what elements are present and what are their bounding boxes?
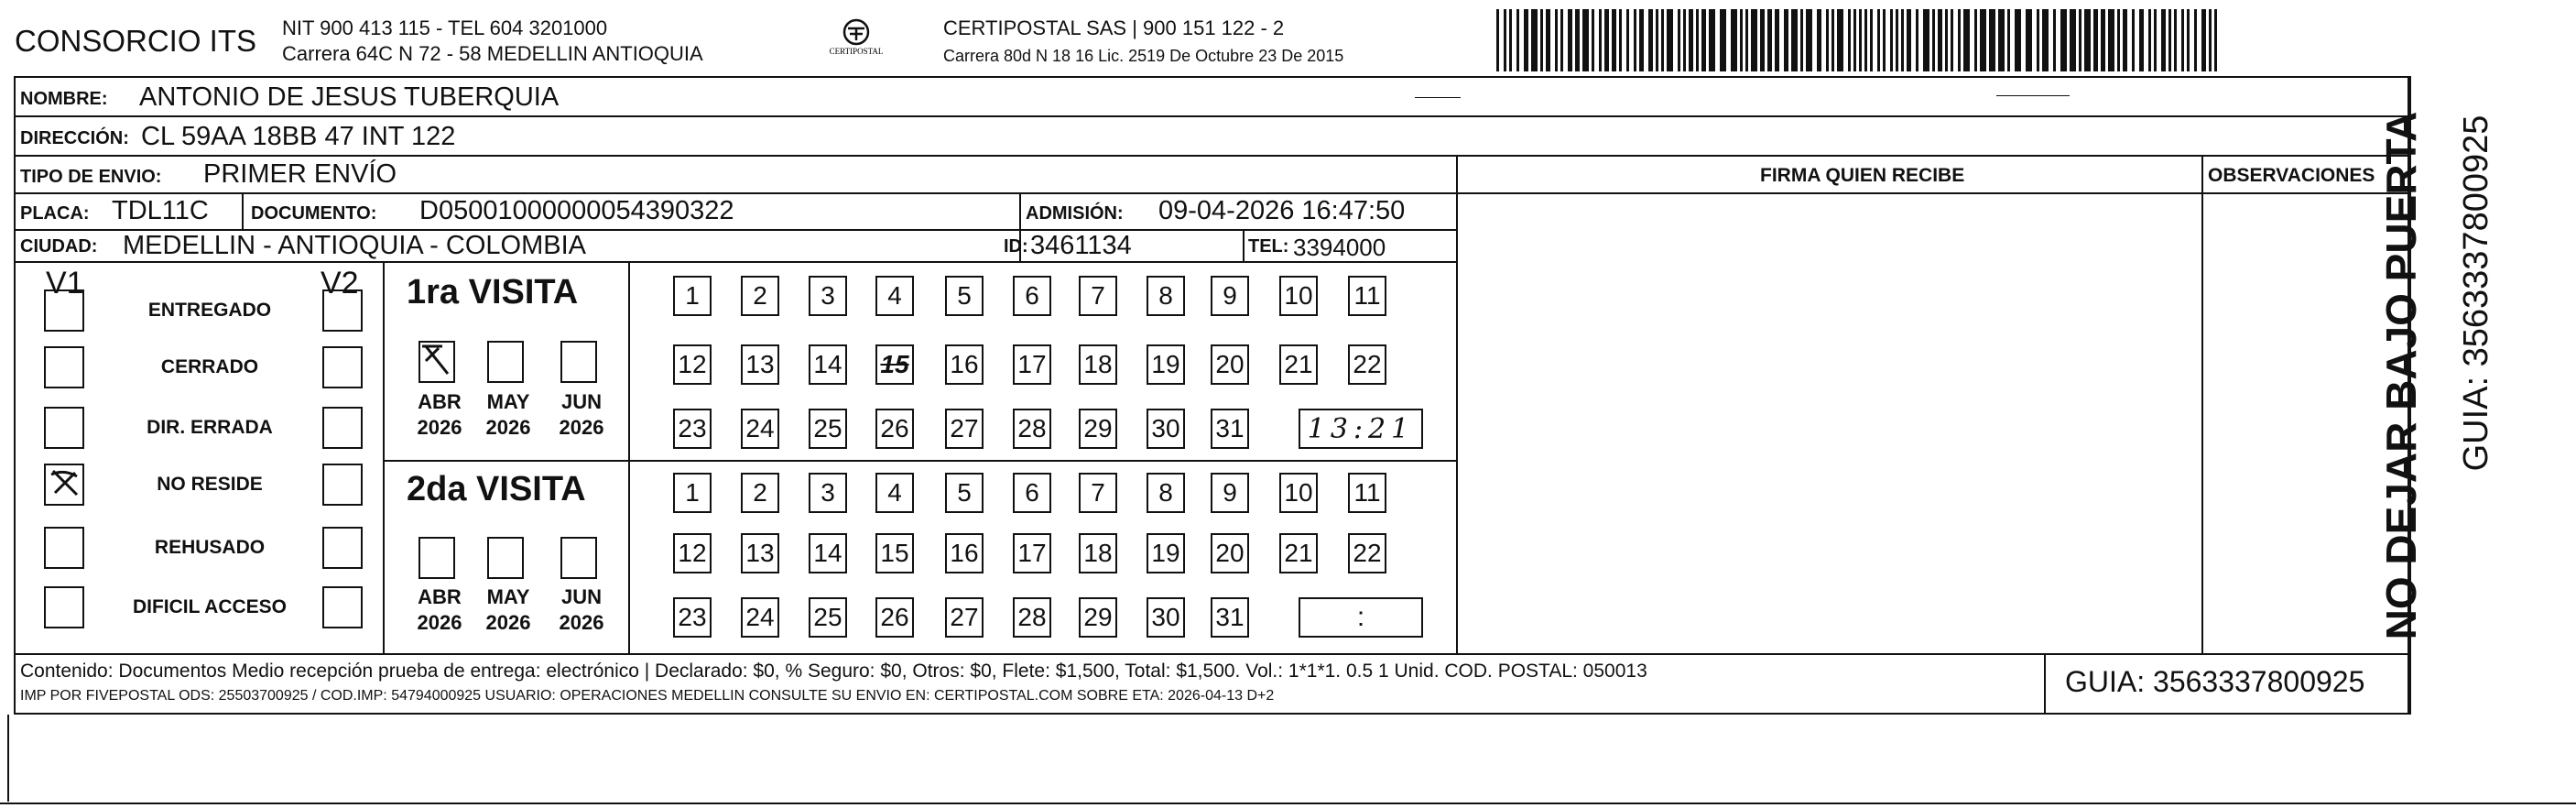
barcode-bar bbox=[2037, 9, 2039, 71]
visit2-day-box[interactable] bbox=[1079, 597, 1117, 638]
barcode-bar bbox=[2139, 9, 2144, 71]
barcode-bar bbox=[1689, 9, 1693, 71]
barcode-bar bbox=[1767, 9, 1772, 71]
barcode-bar bbox=[1951, 9, 1953, 71]
direccion-value: CL 59AA 18BB 47 INT 122 bbox=[141, 122, 456, 151]
observaciones-header: OBSERVACIONES bbox=[2208, 165, 2375, 186]
visit2-day-box[interactable] bbox=[1079, 473, 1117, 513]
barcode-bar bbox=[1923, 9, 1929, 71]
day-number: 3 bbox=[821, 281, 835, 310]
barcode-bar bbox=[1831, 9, 1834, 71]
visit1-month-label: MAY 2026 bbox=[485, 390, 531, 439]
visit1-day-box[interactable] bbox=[1079, 409, 1117, 449]
v2-checkbox[interactable] bbox=[322, 407, 363, 449]
barcode-bar bbox=[2132, 9, 2135, 71]
day-number: 30 bbox=[1151, 603, 1180, 631]
day-number: 8 bbox=[1158, 281, 1173, 310]
barcode-bar bbox=[1853, 9, 1856, 71]
placa-label: PLACA: bbox=[20, 203, 90, 224]
day-number: 28 bbox=[1017, 414, 1047, 442]
barcode-bar bbox=[1540, 9, 1543, 71]
visit2-month-checkbox[interactable] bbox=[560, 537, 597, 579]
v1-checkbox[interactable] bbox=[44, 407, 84, 449]
visit2-day-box[interactable] bbox=[945, 533, 984, 573]
barcode-bar bbox=[2084, 9, 2091, 71]
documento-value: D05001000000054390322 bbox=[419, 196, 734, 225]
tel-value: 3394000 bbox=[1293, 234, 1386, 261]
barcode-bar bbox=[2026, 9, 2032, 71]
day-number: 31 bbox=[1215, 414, 1245, 442]
v1-checkbox[interactable] bbox=[44, 289, 84, 332]
visit1-day-box[interactable] bbox=[1147, 409, 1185, 449]
day-number: 22 bbox=[1353, 539, 1382, 567]
barcode-bar bbox=[1709, 9, 1715, 71]
barcode-bar bbox=[1963, 9, 1970, 71]
barcode-bar bbox=[1683, 9, 1686, 71]
day-number: 19 bbox=[1151, 539, 1180, 567]
visit1-day-box[interactable] bbox=[1079, 276, 1117, 316]
status-label: CERRADO bbox=[160, 356, 259, 377]
visit2-day-box[interactable] bbox=[1079, 533, 1117, 573]
day-number: 9 bbox=[1223, 281, 1237, 310]
barcode-bar bbox=[1560, 9, 1563, 71]
day-number: 17 bbox=[1017, 539, 1047, 567]
certipostal-logo bbox=[815, 16, 897, 62]
day-number: 5 bbox=[957, 478, 972, 507]
v2-checkbox[interactable] bbox=[322, 346, 363, 388]
barcode-bar bbox=[1980, 9, 1986, 71]
day-number: 24 bbox=[745, 414, 775, 442]
day-number: 10 bbox=[1284, 478, 1313, 507]
visit1-day-box[interactable] bbox=[945, 344, 984, 385]
ciudad-label: CIUDAD: bbox=[20, 236, 98, 257]
day-number: 29 bbox=[1083, 414, 1113, 442]
company-nit: NIT 900 413 115 - TEL 604 3201000 bbox=[282, 16, 608, 39]
barcode-bar bbox=[1667, 9, 1673, 71]
barcode-bar bbox=[1604, 9, 1609, 71]
barcode-bar bbox=[1648, 9, 1653, 71]
barcode-bar bbox=[1958, 9, 1961, 71]
v2-checkbox[interactable] bbox=[322, 289, 363, 332]
company-address: Carrera 64C N 72 - 58 MEDELLIN ANTIOQUIA bbox=[282, 42, 703, 65]
barcode-bar bbox=[1890, 9, 1893, 71]
v1-label: V1 bbox=[46, 266, 84, 300]
day-number: 17 bbox=[1017, 350, 1047, 378]
barcode-bar bbox=[2123, 9, 2127, 71]
status-label: DIFICIL ACCESO bbox=[132, 596, 287, 617]
barcode-bar bbox=[1760, 9, 1765, 71]
barcode-bar bbox=[1784, 9, 1788, 71]
barcode-bar bbox=[2148, 9, 2151, 71]
visit2-day-box[interactable] bbox=[673, 533, 712, 573]
visit1-day-box[interactable] bbox=[1079, 344, 1117, 385]
visit1-day-box[interactable] bbox=[1013, 276, 1051, 316]
visit2-day-box[interactable] bbox=[1211, 597, 1249, 638]
visit1-day-box[interactable] bbox=[1013, 344, 1051, 385]
barcode-bar bbox=[1859, 9, 1862, 71]
visit1-month-checkbox[interactable] bbox=[487, 341, 524, 383]
day-number: 4 bbox=[887, 281, 902, 310]
visit1-day-box[interactable] bbox=[945, 409, 984, 449]
day-number: 11 bbox=[1353, 478, 1381, 507]
visit2-day-box[interactable] bbox=[1147, 533, 1185, 573]
footer-contenido: Contenido: Documentos Medio recepción prueba de entrega: electrónico | Declarado: $0, % Seguro: $0, Otros: $0, Flete: $1,500, Total: $1,500. Vol.: 1*1*1. 0.5 1 Unid. COD. POSTAL: 050013 bbox=[20, 661, 1647, 682]
barcode-bar bbox=[1806, 9, 1812, 71]
barcode-bar bbox=[2079, 9, 2081, 71]
visit2-day-box[interactable] bbox=[1013, 473, 1051, 513]
day-number: 4 bbox=[887, 478, 902, 507]
v1-checkbox[interactable] bbox=[44, 527, 84, 569]
visit2-month-label: ABR 2026 bbox=[417, 585, 462, 634]
barcode-bar bbox=[1791, 9, 1798, 71]
day-number: 27 bbox=[950, 603, 979, 631]
admision-value: 09-04-2026 16:47:50 bbox=[1158, 196, 1406, 225]
barcode-bar bbox=[1974, 9, 1977, 71]
barcode-bar bbox=[1877, 9, 1880, 71]
barcode-bar bbox=[1907, 9, 1911, 71]
visit2-day-box[interactable] bbox=[1279, 473, 1318, 513]
visit1-day-box[interactable] bbox=[875, 409, 914, 449]
barcode-bar bbox=[1901, 9, 1904, 71]
day-number: 2 bbox=[753, 281, 767, 310]
barcode-bar bbox=[1800, 9, 1803, 71]
barcode-bar bbox=[1524, 9, 1528, 71]
visit1-day-box[interactable] bbox=[875, 344, 914, 385]
barcode-bar bbox=[2174, 9, 2177, 71]
visit2-day-box[interactable] bbox=[673, 473, 712, 513]
barcode-bar bbox=[1932, 9, 1935, 71]
visit2-day-box[interactable] bbox=[1211, 533, 1249, 573]
visit2-day-box[interactable] bbox=[875, 473, 914, 513]
barcode-bar bbox=[1555, 9, 1558, 71]
visit2-time-box[interactable]: : bbox=[1299, 597, 1423, 638]
barcode-bar bbox=[1837, 9, 1843, 71]
v1-checkbox[interactable] bbox=[44, 464, 84, 506]
visit1-day-box[interactable] bbox=[1348, 344, 1386, 385]
visit2-day-box[interactable] bbox=[1013, 597, 1051, 638]
visit1-day-box[interactable] bbox=[809, 409, 847, 449]
barcode-bar bbox=[2101, 9, 2105, 71]
day-number: 21 bbox=[1284, 539, 1313, 567]
barcode-bar bbox=[1864, 9, 1867, 71]
firma-header: FIRMA QUIEN RECIBE bbox=[1760, 165, 1965, 186]
day-number: 18 bbox=[1083, 350, 1113, 378]
footer-guia: GUIA: 3563337800925 bbox=[2065, 665, 2365, 698]
barcode-bar bbox=[1546, 9, 1550, 71]
visit1-time-box[interactable]: 13:21 bbox=[1299, 409, 1423, 449]
tipo-envio-label: TIPO DE ENVIO: bbox=[20, 167, 162, 187]
visit2-day-box[interactable] bbox=[809, 473, 847, 513]
barcode-bar bbox=[2214, 9, 2217, 71]
visit1-day-box[interactable] bbox=[673, 409, 712, 449]
barcode-bar bbox=[1870, 9, 1873, 71]
visit1-month-checkbox[interactable] bbox=[560, 341, 597, 383]
barcode-bar bbox=[1817, 9, 1821, 71]
visit2-month-checkbox[interactable] bbox=[418, 537, 455, 579]
barcode-bar bbox=[2181, 9, 2184, 71]
company-name: CONSORCIO ITS bbox=[15, 24, 257, 58]
barcode-bar bbox=[1661, 9, 1664, 71]
day-number: 26 bbox=[880, 414, 909, 442]
visit1-month-checkbox[interactable] bbox=[418, 341, 455, 383]
day-number: 23 bbox=[678, 414, 707, 442]
visit2-month-checkbox[interactable] bbox=[487, 537, 524, 579]
side-notice: NO DEJAR BAJO PUERTA bbox=[2377, 111, 2425, 640]
visit1-title: 1ra VISITA bbox=[407, 273, 579, 311]
nombre-label: NOMBRE: bbox=[20, 89, 108, 109]
visit1-day-box[interactable] bbox=[1279, 344, 1318, 385]
barcode-bar bbox=[1696, 9, 1699, 71]
day-number: 28 bbox=[1017, 603, 1047, 631]
day-number: 31 bbox=[1215, 603, 1245, 631]
day-number: 10 bbox=[1284, 281, 1313, 310]
v2-checkbox[interactable] bbox=[322, 527, 363, 569]
visit2-day-box[interactable] bbox=[945, 597, 984, 638]
v1-checkbox[interactable] bbox=[44, 586, 84, 628]
barcode-bar bbox=[2168, 9, 2171, 71]
day-number: 25 bbox=[813, 603, 842, 631]
barcode-bar bbox=[2070, 9, 2076, 71]
visit2-day-box[interactable] bbox=[741, 473, 779, 513]
admision-label: ADMISIÓN: bbox=[1026, 203, 1124, 224]
day-number: 22 bbox=[1353, 350, 1382, 378]
tipo-envio-value: PRIMER ENVÍO bbox=[203, 159, 397, 189]
barcode-bar bbox=[2042, 9, 2049, 71]
direccion-label: DIRECCIÓN: bbox=[20, 128, 129, 148]
visit2-day-box[interactable] bbox=[945, 473, 984, 513]
visit1-day-box[interactable] bbox=[673, 344, 712, 385]
barcode-bar bbox=[1989, 9, 1995, 71]
barcode-bar bbox=[2209, 9, 2212, 71]
documento-label: DOCUMENTO: bbox=[251, 203, 377, 224]
barcode bbox=[1496, 9, 2229, 71]
day-number: 30 bbox=[1151, 414, 1180, 442]
day-number: 9 bbox=[1223, 478, 1237, 507]
barcode-bar bbox=[1504, 9, 1506, 71]
barcode-bar bbox=[1509, 9, 1512, 71]
visit1-day-box[interactable] bbox=[1348, 276, 1386, 316]
barcode-bar bbox=[1740, 9, 1743, 71]
barcode-bar bbox=[1575, 9, 1580, 71]
placa-value: TDL11C bbox=[112, 196, 209, 225]
svg-text:CERTIPOSTAL: CERTIPOSTAL bbox=[829, 47, 884, 56]
day-number: 15 bbox=[880, 539, 909, 567]
barcode-bar bbox=[1731, 9, 1737, 71]
barcode-bar bbox=[1516, 9, 1519, 71]
day-number: 16 bbox=[950, 350, 979, 378]
visit2-month-label: MAY 2026 bbox=[485, 585, 531, 634]
v2-checkbox[interactable] bbox=[322, 586, 363, 628]
day-number: 14 bbox=[813, 350, 842, 378]
visit2-day-box[interactable] bbox=[1348, 533, 1386, 573]
day-number: 15 bbox=[880, 350, 909, 378]
visit2-month-label: JUN 2026 bbox=[559, 585, 604, 634]
barcode-bar bbox=[1945, 9, 1948, 71]
status-label: ENTREGADO bbox=[147, 300, 272, 321]
day-number: 23 bbox=[678, 603, 707, 631]
barcode-bar bbox=[1612, 9, 1616, 71]
barcode-bar bbox=[2060, 9, 2067, 71]
status-label: NO RESIDE bbox=[157, 474, 263, 495]
visit2-day-box[interactable] bbox=[809, 533, 847, 573]
barcode-bar bbox=[1916, 9, 1918, 71]
visit2-day-box[interactable] bbox=[741, 597, 779, 638]
provider-name: CERTIPOSTAL SAS | 900 151 122 - 2 bbox=[943, 16, 1285, 39]
day-number: 24 bbox=[745, 603, 775, 631]
barcode-bar bbox=[1599, 9, 1602, 71]
visit1-day-box[interactable] bbox=[1211, 409, 1249, 449]
visit2-day-box[interactable] bbox=[1147, 597, 1185, 638]
barcode-bar bbox=[1720, 9, 1726, 71]
barcode-bar bbox=[1751, 9, 1757, 71]
visit2-day-box[interactable] bbox=[875, 597, 914, 638]
barcode-bar bbox=[1826, 9, 1829, 71]
day-number: 20 bbox=[1215, 350, 1245, 378]
v1-checkbox[interactable] bbox=[44, 346, 84, 388]
barcode-bar bbox=[1496, 9, 1499, 71]
visit1-day-box[interactable] bbox=[1147, 344, 1185, 385]
visit1-day-box[interactable] bbox=[945, 276, 984, 316]
visit1-day-box[interactable] bbox=[741, 344, 779, 385]
status-label: REHUSADO bbox=[154, 537, 266, 558]
day-number: 11 bbox=[1353, 281, 1381, 310]
visit2-day-box[interactable] bbox=[1211, 473, 1249, 513]
barcode-bar bbox=[1568, 9, 1572, 71]
day-number: 1 bbox=[685, 478, 700, 507]
day-number: 13 bbox=[745, 539, 775, 567]
barcode-bar bbox=[2093, 9, 2098, 71]
visit2-day-box[interactable] bbox=[673, 597, 712, 638]
barcode-bar bbox=[2108, 9, 2114, 71]
barcode-bar bbox=[1701, 9, 1706, 71]
visit1-month-label: JUN 2026 bbox=[559, 390, 604, 439]
day-number: 29 bbox=[1083, 603, 1113, 631]
visit2-day-box[interactable] bbox=[809, 597, 847, 638]
barcode-bar bbox=[2015, 9, 2021, 71]
barcode-bar bbox=[1896, 9, 1898, 71]
visit1-day-box[interactable] bbox=[741, 409, 779, 449]
visit1-day-box[interactable] bbox=[673, 276, 712, 316]
day-number: 6 bbox=[1025, 281, 1039, 310]
day-number: 27 bbox=[950, 414, 979, 442]
status-label: DIR. ERRADA bbox=[147, 417, 273, 438]
barcode-bar bbox=[1592, 9, 1594, 71]
day-number: 1 bbox=[685, 281, 700, 310]
visit1-day-box[interactable] bbox=[1013, 409, 1051, 449]
ciudad-value: MEDELLIN - ANTIOQUIA - COLOMBIA bbox=[123, 231, 586, 260]
barcode-bar bbox=[1938, 9, 1942, 71]
barcode-bar bbox=[2117, 9, 2120, 71]
visit1-day-box[interactable] bbox=[809, 344, 847, 385]
side-guia: GUIA: 3563337800925 bbox=[2457, 115, 2495, 472]
visit2-day-box[interactable] bbox=[1147, 473, 1185, 513]
barcode-bar bbox=[1745, 9, 1748, 71]
id-label: ID: bbox=[1004, 236, 1028, 257]
visit1-day-box[interactable] bbox=[1279, 276, 1318, 316]
barcode-bar bbox=[1639, 9, 1644, 71]
barcode-bar bbox=[1678, 9, 1680, 71]
day-number: 12 bbox=[678, 350, 707, 378]
barcode-bar bbox=[1883, 9, 1886, 71]
day-number: 6 bbox=[1025, 478, 1039, 507]
nombre-value: ANTONIO DE JESUS TUBERQUIA bbox=[139, 82, 560, 112]
day-number: 2 bbox=[753, 478, 767, 507]
visit2-day-box[interactable] bbox=[1348, 473, 1386, 513]
day-number: 18 bbox=[1083, 539, 1113, 567]
day-number: 14 bbox=[813, 539, 842, 567]
barcode-bar bbox=[2194, 9, 2197, 71]
footer-imp: IMP POR FIVEPOSTAL ODS: 25503700925 / COD.IMP: 54794000925 USUARIO: OPERACIONES MEDELLIN CONSULTE SU ENVIO EN: CERTIPOSTAL.COM SOBRE ETA: 2026-04-13 D+2 bbox=[20, 688, 1275, 704]
day-number: 8 bbox=[1158, 478, 1173, 507]
day-number: 13 bbox=[745, 350, 775, 378]
barcode-bar bbox=[1848, 9, 1851, 71]
day-number: 20 bbox=[1215, 539, 1245, 567]
barcode-bar bbox=[1582, 9, 1589, 71]
barcode-bar bbox=[2154, 9, 2157, 71]
day-number: 16 bbox=[950, 539, 979, 567]
barcode-bar bbox=[1775, 9, 1779, 71]
visit2-day-box[interactable] bbox=[1013, 533, 1051, 573]
day-number: 12 bbox=[678, 539, 707, 567]
visit1-day-box[interactable] bbox=[1147, 276, 1185, 316]
day-number: 21 bbox=[1284, 350, 1313, 378]
visit2-day-box[interactable] bbox=[1279, 533, 1318, 573]
barcode-bar bbox=[2053, 9, 2056, 71]
barcode-bar bbox=[2187, 9, 2190, 71]
barcode-bar bbox=[2201, 9, 2206, 71]
visit2-day-box[interactable] bbox=[741, 533, 779, 573]
visit1-day-box[interactable] bbox=[1211, 344, 1249, 385]
v2-label: V2 bbox=[321, 266, 359, 300]
day-number: 19 bbox=[1151, 350, 1180, 378]
barcode-bar bbox=[1619, 9, 1622, 71]
barcode-bar bbox=[1626, 9, 1629, 71]
tel-label: TEL: bbox=[1248, 236, 1289, 257]
visit1-day-box[interactable] bbox=[809, 276, 847, 316]
barcode-bar bbox=[1656, 9, 1658, 71]
visit2-day-box[interactable] bbox=[875, 533, 914, 573]
day-number: 7 bbox=[1091, 478, 1105, 507]
visit1-month-label: ABR 2026 bbox=[417, 390, 462, 439]
day-number: 3 bbox=[821, 478, 835, 507]
visit1-day-box[interactable] bbox=[875, 276, 914, 316]
barcode-bar bbox=[2161, 9, 2166, 71]
barcode-bar bbox=[1531, 9, 1538, 71]
barcode-bar bbox=[2007, 9, 2010, 71]
day-number: 5 bbox=[957, 281, 972, 310]
day-number: 26 bbox=[880, 603, 909, 631]
day-number: 7 bbox=[1091, 281, 1105, 310]
id-value: 3461134 bbox=[1030, 231, 1132, 260]
visit2-title: 2da VISITA bbox=[407, 470, 586, 508]
barcode-bar bbox=[1998, 9, 2005, 71]
visit1-day-box[interactable] bbox=[1211, 276, 1249, 316]
v2-checkbox[interactable] bbox=[322, 464, 363, 506]
barcode-bar bbox=[1634, 9, 1636, 71]
visit1-day-box[interactable] bbox=[741, 276, 779, 316]
day-number: 25 bbox=[813, 414, 842, 442]
provider-address: Carrera 80d N 18 16 Lic. 2519 De Octubre 23 De 2015 bbox=[943, 47, 1344, 65]
